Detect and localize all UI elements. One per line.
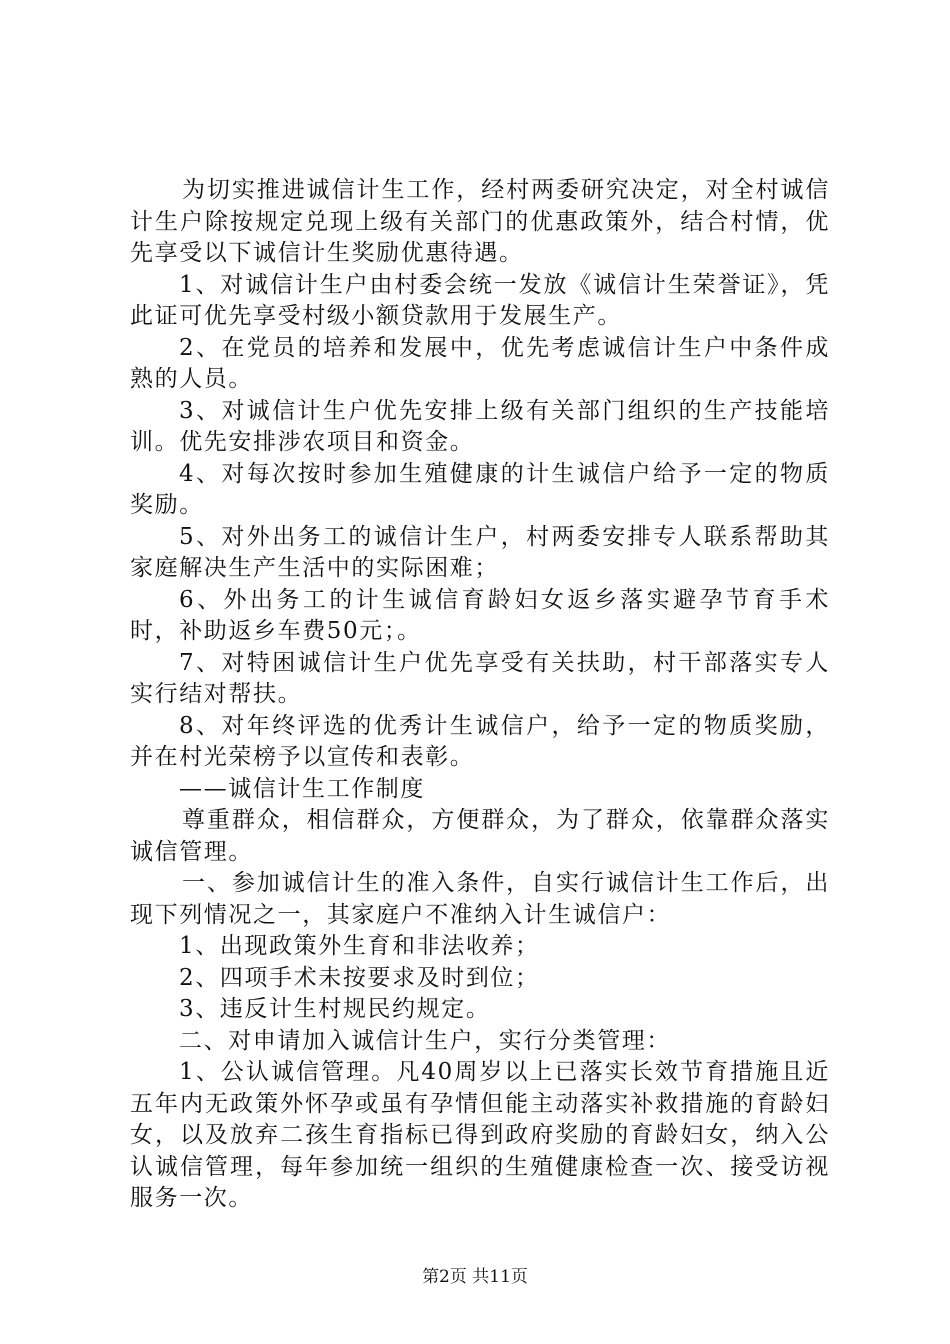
document-body (130, 175, 830, 1215)
list-item: 7、对特困诚信计生户优先享受有关扶助，村干部落实专人实行结对帮扶。 (130, 649, 830, 707)
section-heading: 一、参加诚信计生的准入条件，自实行诚信计生工作后，出现下列情况之一，其家庭户不准纳入计生诚信户： (130, 870, 830, 928)
list-item: 8、对年终评选的优秀计生诚信户，给予一定的物质奖励，并在村光荣榜予以宣传和表彰。 (130, 712, 830, 770)
list-item: 5、对外出务工的诚信计生户，村两委安排专人联系帮助其家庭解决生产生活中的实际困难； (130, 523, 830, 581)
list-item: 2、四项手术未按要求及时到位； (179, 964, 540, 991)
list-item: 3、对诚信计生户优先安排上级有关部门组织的生产技能培训。优先安排涉农项目和资金。 (130, 397, 830, 455)
list-item: 1、对诚信计生户由村委会统一发放《诚信计生荣誉证》，凭此证可优先享受村级小额贷款用于发展生产。 (130, 271, 830, 329)
list-item: 1、出现政策外生育和非法收养； (179, 933, 540, 959)
list-item: 3、违反计生村规民约规定。 (179, 996, 491, 1022)
section-title: ——诚信计生工作制度 (179, 775, 425, 802)
section-heading: 二、对申请加入诚信计生户，实行分类管理： (179, 1027, 671, 1054)
list-item: 1、公认诚信管理。凡40周岁以上已落实长效节育措施且近五年内无政策外怀孕或虽有孕情但能主动落实补救措施的育龄妇女，以及放弃二孩生育指标已得到政府奖励的育龄妇女，纳入公认诚信管理，每年参加统一组织的生殖健康检查一次、接受访视服务一次。 (130, 1059, 830, 1211)
intro-paragraph: 为切实推进诚信计生工作，经村两委研究决定，对全村诚信计生户除按规定兑现上级有关部门的优惠政策外，结合村情，优先享受以下诚信计生奖励优惠待遇。 (130, 177, 830, 266)
principle-paragraph: 尊重群众，相信群众，方便群众，为了群众，依靠群众落实诚信管理。 (130, 807, 830, 865)
list-item: 4、对每次按时参加生殖健康的计生诚信户给予一定的物质奖励。 (130, 460, 830, 518)
list-item: 6、外出务工的计生诚信育龄妇女返乡落实避孕节育手术时，补助返乡车费50元；。 (130, 586, 830, 644)
list-item: 2、在党员的培养和发展中，优先考虑诚信计生户中条件成熟的人员。 (130, 334, 830, 392)
page-number-footer: 第2页 共11页 (422, 1267, 528, 1287)
